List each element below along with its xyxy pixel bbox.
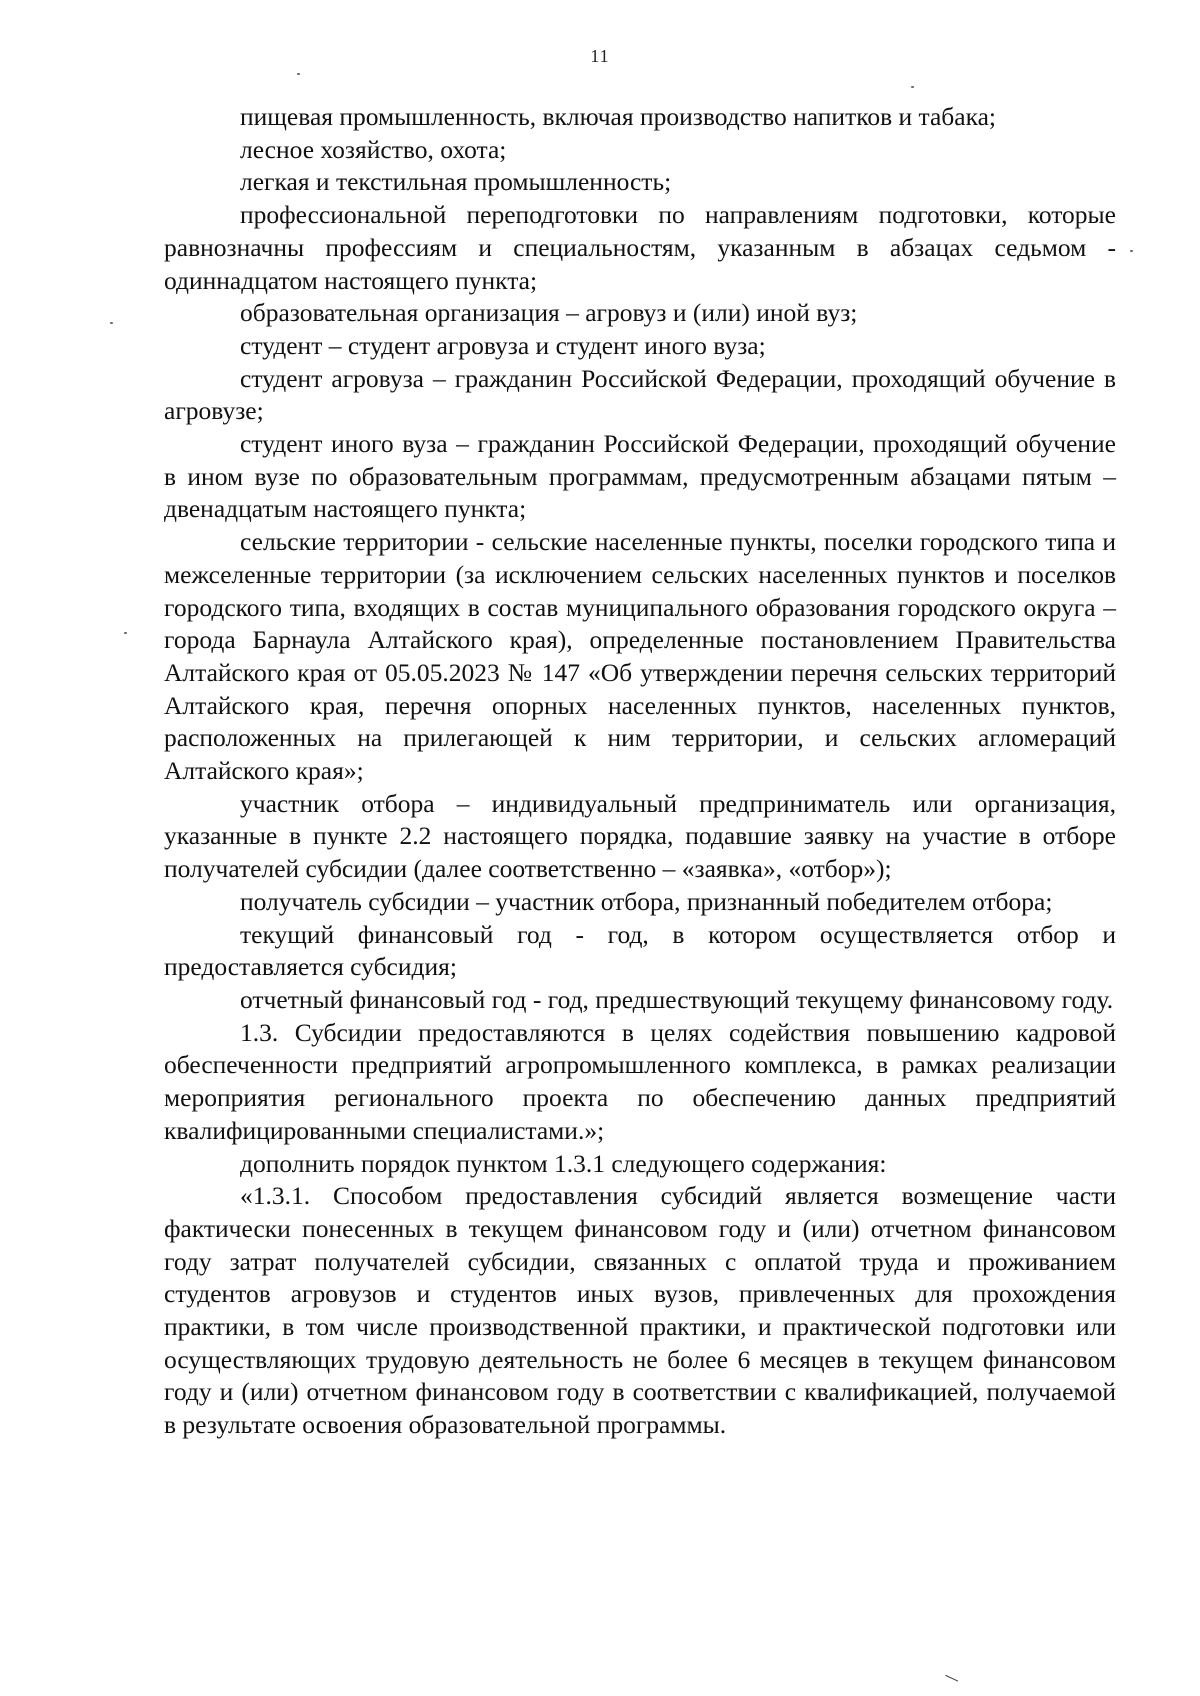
page-number: 11 [590,46,610,66]
paragraph-definition-student: студент – студент агровуза и студент иного вуза; [240,330,766,360]
scan-artifact-mark [945,1669,961,1681]
paragraph-retraining: профессиональной переподготовки по направлениям подготовки, которые равнозначны профессиям и специальностям, указанным в абзацах седьмом - одиннадцатом настоящего пункта; [164,200,1116,295]
paragraph-amendment-intro: дополнить порядок пунктом 1.3.1 следующего содержания: [240,1148,887,1178]
paragraph-definition-current-year: текущий финансовый год - год, в котором осуществляется отбор и предоставляется субсидия; [164,919,1116,982]
paragraph-definition-rural-territories: сельские территории - сельские населенные пункты, поселки городского типа и межселенные территории (за исключением сельских населенных пунктов и поселков городского типа, входящих в состав муниципального образования городского округа – города Барнаула Алтайского края), определенные постановлением Правительства Алтайского края от 05.05.2023 № 147 «Об утверждении перечня сельских территорий Алтайского края, перечня опорных населенных пунктов, населенных пунктов, расположенных на прилегающей к ним территории, и сельских агломераций Алтайского края»; [164,527,1116,786]
paragraph-clause-1-3-1: «1.3.1. Способом предоставления субсидий является возмещение части фактически понесенных в текущем финансовом году и (или) отчетном финансовом году затрат получателей субсидии, связанных с оплатой труда и проживанием студентов агровузов и студентов иных вузов, привлеченных для прохождения практики, в том числе производственной практики, и практической подготовки или осуществляющих трудовую деятельность не более 6 месяцев в текущем финансовом году и (или) отчетном финансовом году в соответствии с квалификацией, получаемой в результате освоения образовательной программы. [164,1181,1116,1440]
paragraph-definition-agrovuz-student: студент агровуза – гражданин Российской Федерации, проходящий обучение в агровузе; [164,363,1116,426]
scan-artifact-dot [124,632,127,634]
paragraph-definition-selection-participant: участник отбора – индивидуальный предприниматель или организация, указанные в пункте 2.2 настоящего порядка, подавшие заявку на участие в отборе получателей субсидии (далее соответственно – «заявка», «отбор»); [164,788,1116,884]
paragraph-definition-other-vuz-student: студент иного вуза – гражданин Российской Федерации, проходящий обучение в ином вузе по образовательным программам, предусмотренным абзацами пятым – двенадцатым настоящего пункта; [164,429,1116,524]
paragraph-definition-educational-organization: образовательная организация – агровуз и (или) иной вуз; [240,298,858,328]
document-body [164,101,1116,1442]
scan-artifact-dot [1130,250,1133,252]
scan-artifact-dot [911,86,914,88]
paragraph-definition-subsidy-recipient: получатель субсидии – участник отбора, признанный победителем отбора; [240,886,1053,916]
paragraph-clause-1-3: 1.3. Субсидии предоставляются в целях содействия повышению кадровой обеспеченности предприятий агропромышленного комплекса, в рамках реализации мероприятия регионального проекта по обеспечению данных предприятий квалифицированными специалистами.»; [164,1017,1116,1145]
paragraph-definition-reporting-year: отчетный финансовый год - год, предшествующий текущему финансовому году. [240,984,1114,1014]
scan-artifact-dot [297,73,300,75]
scan-artifact-dot [110,322,113,324]
paragraph-forestry: лесное хозяйство, охота; [240,134,507,164]
paragraph-light-industry: легкая и текстильная промышленность; [240,167,672,197]
paragraph-food-industry: пищевая промышленность, включая производство напитков и табака; [240,102,996,131]
